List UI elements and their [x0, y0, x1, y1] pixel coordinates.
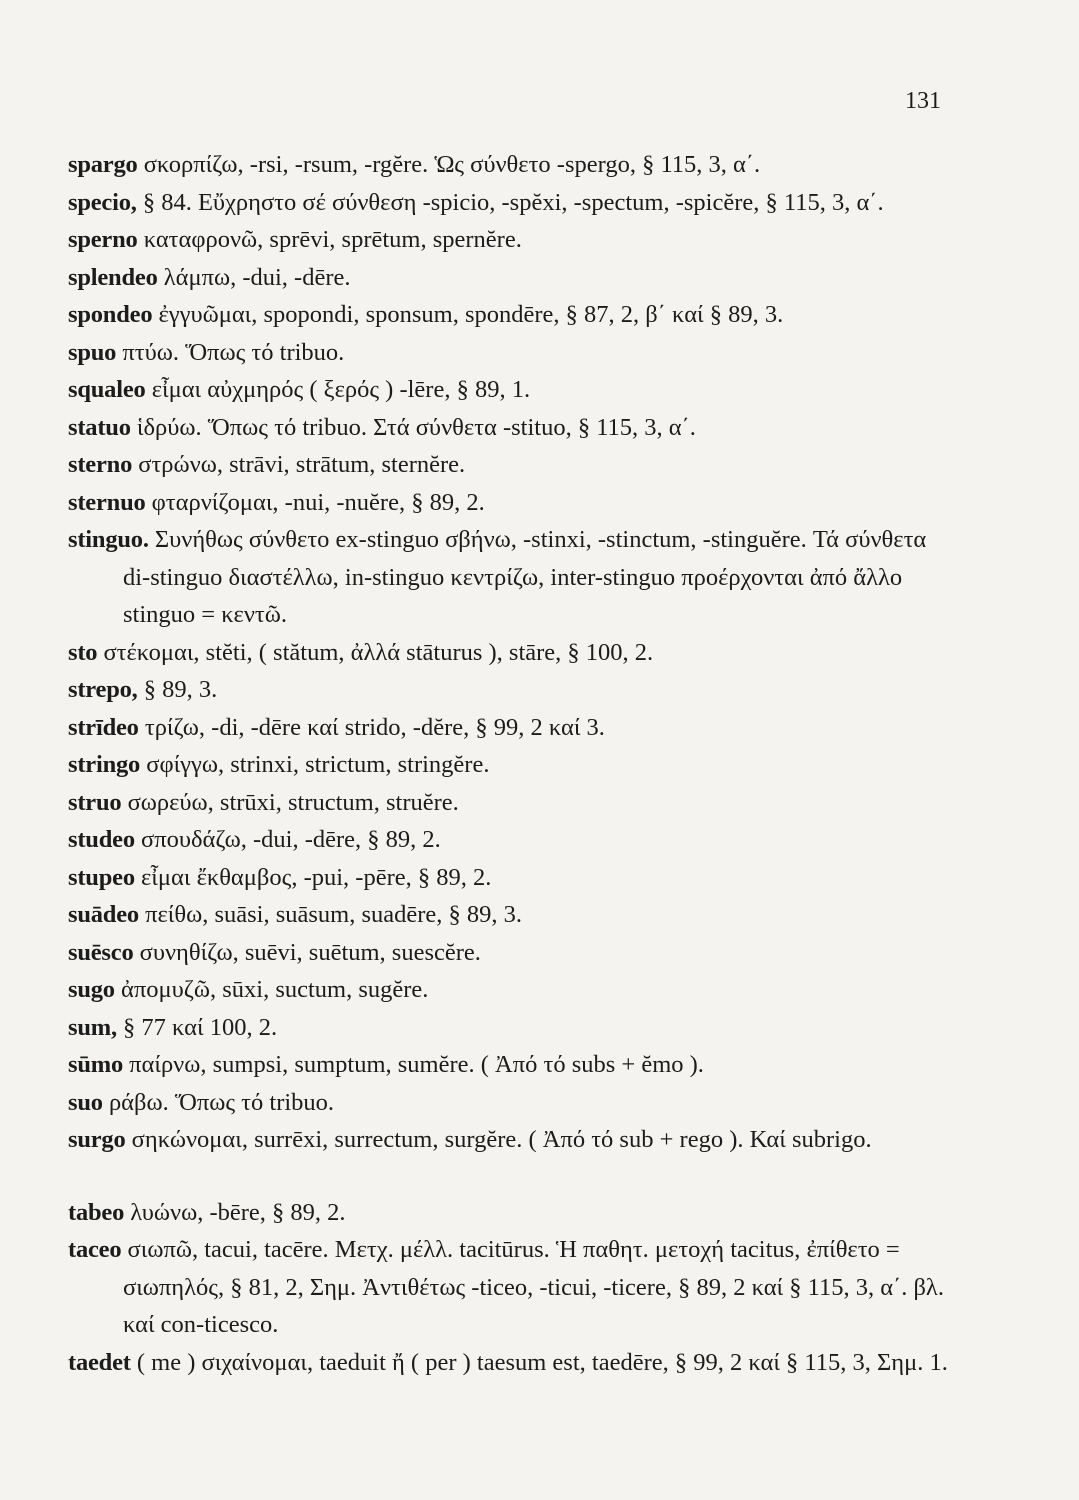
entry-headword: suo	[68, 1088, 103, 1116]
entry-definition: ἀπομυζῶ, sūxi, suctum, sugĕre.	[121, 976, 429, 1003]
entry-definition: φταρνίζομαι, -nui, -nuĕre, § 89, 2.	[151, 488, 485, 516]
dictionary-entry	[68, 521, 958, 634]
entry-headword: stringo	[68, 751, 141, 778]
entry-headword: specio,	[68, 188, 137, 216]
entry-headword: studeo	[68, 826, 135, 853]
entry-headword: spargo	[68, 151, 138, 178]
entry-headword: tabeo	[68, 1198, 125, 1226]
entry-headword: surgo	[68, 1126, 126, 1153]
dictionary-entry	[68, 296, 958, 334]
entry-definition: § 84. Εὔχρηστο σέ σύνθεση -spicio, -spĕxi, -spectum, -spicĕre, § 115, 3, α΄.	[142, 188, 884, 216]
dictionary-entry	[68, 334, 958, 372]
entry-headword: spuo	[68, 338, 117, 366]
entry-definition: ἱδρύω. Ὅπως τό tribuo. Στά σύνθετα -stituo, § 115, 3, α΄.	[136, 413, 696, 441]
entry-definition: § 77 καί 100, 2.	[123, 1013, 278, 1041]
entry-headword: statuo	[68, 413, 131, 441]
dictionary-entry	[68, 409, 958, 447]
entry-headword: sum,	[68, 1013, 117, 1041]
entry-definition: συνηθίζω, suēvi, suētum, suescĕre.	[139, 938, 481, 966]
dictionary-entry	[68, 371, 958, 409]
entry-definition: στέκομαι, stĕti, ( stătum, ἀλλά stāturus ), stāre, § 100, 2.	[103, 638, 654, 666]
entry-headword: splendeo	[68, 263, 158, 291]
dictionary-entry	[68, 746, 958, 784]
dictionary-entry	[68, 1231, 958, 1344]
entry-definition: σιωπῶ, tacui, tacēre. Μετχ. μέλλ. tacitūrus. Ἡ παθητ. μετοχή tacitus, ἐπίθετο = σιωπηλός, § 81, 2, Σημ. Ἀντιθέτως -ticeo, -ticui, -ticere, § 89, 2 καί § 115, 3, α΄. βλ. καί con-ticesco.	[123, 1236, 944, 1338]
entry-headword: sūmo	[68, 1051, 124, 1078]
entry-definition: στρώνω, strāvi, strātum, sternĕre.	[138, 451, 466, 478]
entry-headword: suēsco	[68, 938, 134, 966]
dictionary-entry	[68, 146, 958, 184]
dictionary-entry	[68, 709, 958, 747]
entry-headword: stinguo.	[68, 526, 149, 553]
dictionary-entry	[68, 1046, 958, 1084]
dictionary-entry	[68, 896, 958, 934]
entry-definition: λάμπω, -dui, -dēre.	[163, 263, 351, 291]
entry-definition: εἶμαι αὐχμηρός ( ξερός ) -lēre, § 89, 1.	[151, 376, 531, 403]
dictionary-entry	[68, 784, 958, 822]
dictionary-entry	[68, 634, 958, 672]
dictionary-entries	[68, 146, 958, 1381]
entry-definition: εἶμαι ἔκθαμβος, -pui, -pēre, § 89, 2.	[141, 863, 492, 891]
page-number: 131	[905, 88, 941, 114]
dictionary-entry	[68, 484, 958, 522]
entry-headword: suādeo	[68, 901, 139, 928]
entry-headword: strīdeo	[68, 713, 139, 741]
entry-definition: σκορπίζω, -rsi, -rsum, -rgĕre. Ὡς σύνθετο -spergo, § 115, 3, α΄.	[143, 151, 761, 178]
dictionary-entry	[68, 671, 958, 709]
entry-definition: σφίγγω, strinxi, strictum, stringĕre.	[146, 751, 490, 778]
entry-headword: sterno	[68, 451, 133, 478]
dictionary-entry	[68, 859, 958, 897]
entry-headword: strepo,	[68, 676, 138, 703]
entry-headword: stupeo	[68, 863, 135, 891]
entry-definition: λυώνω, -bēre, § 89, 2.	[130, 1198, 346, 1226]
dictionary-entry	[68, 1084, 958, 1122]
entry-definition: ράβω. Ὅπως τό tribuo.	[108, 1088, 335, 1116]
entry-definition: καταφρονῶ, sprēvi, sprētum, spernĕre.	[143, 226, 522, 253]
entry-definition: σπουδάζω, -dui, -dēre, § 89, 2.	[141, 826, 441, 853]
dictionary-entry	[68, 1009, 958, 1047]
entry-headword: squaleo	[68, 376, 146, 403]
dictionary-entry	[68, 259, 958, 297]
entry-headword: sugo	[68, 976, 115, 1003]
entry-definition: § 89, 3.	[143, 676, 218, 703]
dictionary-entry	[68, 821, 958, 859]
entry-definition: τρίζω, -di, -dēre καί strido, -dĕre, § 99, 2 καί 3.	[144, 713, 605, 741]
dictionary-entry	[68, 446, 958, 484]
dictionary-entry	[68, 184, 958, 222]
entry-definition: ( me ) σιχαίνομαι, taeduit ἤ ( per ) taesum est, taedēre, § 99, 2 καί § 115, 3, Σημ. 1.	[136, 1348, 948, 1376]
entry-definition: Συνήθως σύνθετο ex-stinguo σβήνω, -stinxi, -stinctum, -stinguĕre. Τά σύνθετα di-stinguo διαστέλλω, in-stinguo κεντρίζω, inter-stinguo προέρχονται ἀπό ἄλλο stinguo = κεντῶ.	[123, 526, 927, 628]
entry-headword: sto	[68, 638, 98, 666]
dictionary-entry	[68, 1121, 958, 1159]
entry-headword: sperno	[68, 226, 138, 253]
entry-definition: πτύω. Ὅπως τό tribuo.	[122, 338, 345, 366]
dictionary-entry	[68, 1344, 958, 1382]
entry-headword: spondeo	[68, 301, 153, 328]
entry-definition: ἐγγυῶμαι, spopondi, sponsum, spondēre, § 87, 2, β΄ καί § 89, 3.	[158, 301, 784, 328]
dictionary-entry	[68, 971, 958, 1009]
entry-headword: struo	[68, 788, 122, 816]
entry-definition: παίρνω, sumpsi, sumptum, sumĕre. ( Ἀπό τό subs + ĕmo ).	[129, 1051, 704, 1078]
dictionary-entry	[68, 934, 958, 972]
section-gap	[68, 1159, 958, 1194]
entry-headword: taceo	[68, 1236, 122, 1263]
entry-definition: σωρεύω, strūxi, structum, struĕre.	[127, 788, 459, 816]
entry-headword: taedet	[68, 1348, 131, 1376]
dictionary-entry	[68, 1194, 958, 1232]
entry-definition: πείθω, suāsi, suāsum, suadēre, § 89, 3.	[145, 901, 523, 928]
dictionary-entry	[68, 221, 958, 259]
entry-definition: σηκώνομαι, surrēxi, surrectum, surgĕre. ( Ἀπό τό sub + rego ). Καί subrigo.	[131, 1126, 872, 1153]
entry-headword: sternuo	[68, 488, 146, 516]
